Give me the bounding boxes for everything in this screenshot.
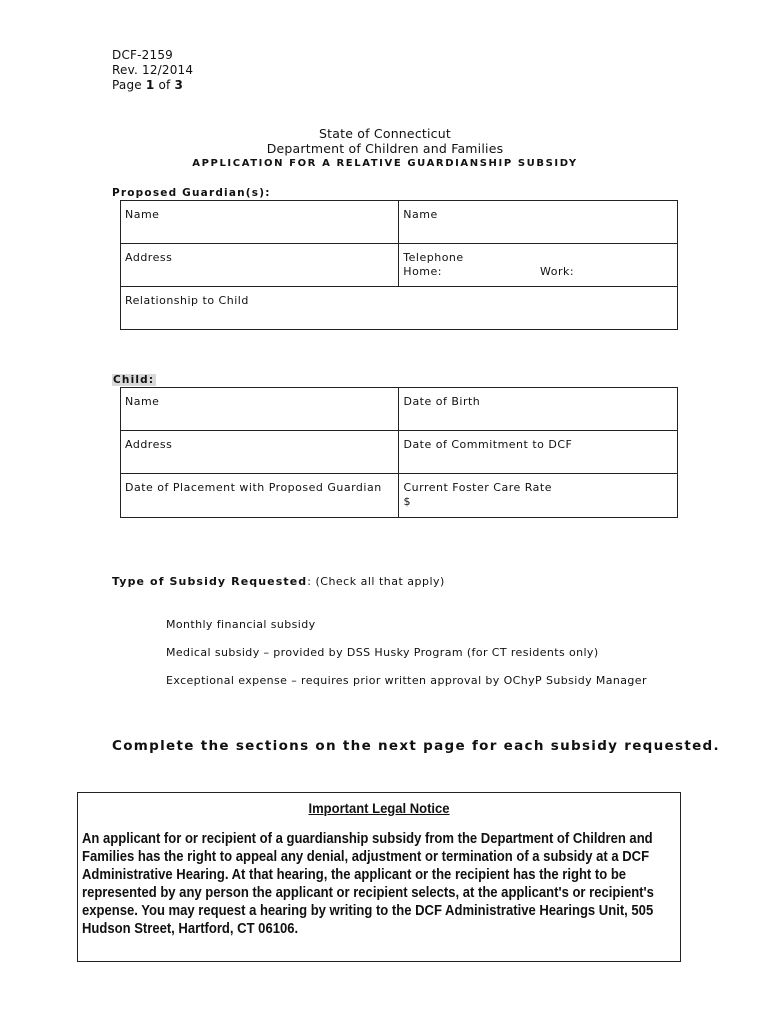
form-title: APPLICATION FOR A RELATIVE GUARDIANSHIP SUBSIDY (192, 158, 578, 169)
placement-date-label: Date of Placement with Proposed Guardian (125, 481, 382, 494)
guardian-name-field-2[interactable] (399, 201, 678, 244)
subsidy-option-monthly[interactable]: Monthly financial subsidy (166, 618, 316, 631)
child-name-label: Name (125, 395, 160, 408)
legal-notice-line: expense. You may request a hearing by writing to the DCF Administrative Hearings Unit, 505 (82, 903, 654, 919)
subsidy-option-exceptional[interactable]: Exceptional expense – requires prior written approval by OChyP Subsidy Manager (166, 674, 647, 687)
child-address-field[interactable] (121, 431, 399, 474)
child-dob-label: Date of Birth (403, 395, 481, 408)
commitment-date-field[interactable] (399, 431, 678, 474)
department-title: Department of Children and Families (266, 141, 504, 156)
subsidy-option-medical[interactable]: Medical subsidy – provided by DSS Husky Program (for CT residents only) (166, 646, 599, 659)
state-title: State of Connecticut (319, 126, 451, 141)
child-dob-field[interactable] (399, 388, 678, 431)
legal-notice-title: Important Legal Notice (308, 800, 450, 816)
commitment-date-label: Date of Commitment to DCF (403, 438, 573, 451)
form-number: DCF-2159 (112, 48, 173, 62)
legal-notice-line: An applicant for or recipient of a guardianship subsidy from the Department of Children and (82, 831, 653, 847)
legal-notice-box (77, 792, 681, 962)
guardian-address-label: Address (125, 251, 173, 264)
legal-notice-line: represented by any person the applicant or recipient selects, at the applicant's or recipient's (82, 885, 654, 901)
guardian-name-field-1[interactable] (121, 201, 399, 244)
complete-sections-note: Complete the sections on the next page for each subsidy requested. (112, 738, 720, 754)
home-phone-label: Home: (403, 265, 442, 278)
guardian-table (120, 200, 678, 330)
legal-notice-line: Hudson Street, Hartford, CT 06106. (82, 921, 299, 937)
child-section-label (112, 374, 156, 386)
foster-rate-field[interactable] (399, 474, 678, 518)
subsidy-type-instruction: : (Check all that apply) (307, 575, 445, 588)
page-of: of (154, 78, 175, 92)
page-current: 1 (145, 78, 155, 92)
child-label-text: Child: (113, 374, 155, 386)
guardian-name-label-2: Name (403, 208, 438, 221)
placement-date-field[interactable] (121, 474, 399, 518)
subsidy-type-label: Type of Subsidy Requested (112, 575, 308, 588)
child-address-label: Address (125, 438, 173, 451)
page-prefix: Page (112, 78, 146, 92)
child-table (120, 387, 678, 518)
guardian-name-label-1: Name (125, 208, 160, 221)
dollar-sign: $ (403, 495, 411, 508)
relationship-field[interactable] (121, 287, 678, 330)
legal-notice-body (82, 830, 654, 938)
page-indicator (112, 78, 183, 93)
subsidy-type-line (112, 575, 445, 588)
telephone-label: Telephone (403, 251, 464, 264)
relationship-label: Relationship to Child (125, 294, 249, 307)
guardian-address-field[interactable] (121, 244, 399, 287)
work-phone-label: Work: (540, 265, 575, 278)
guardian-telephone-field[interactable] (399, 244, 678, 287)
legal-notice-line: Families has the right to appeal any denial, adjustment or termination of a subsidy at a DCF (82, 849, 650, 865)
revision-date: Rev. 12/2014 (112, 63, 194, 77)
guardian-section-label: Proposed Guardian(s): (112, 187, 271, 199)
foster-rate-label: Current Foster Care Rate (403, 481, 552, 494)
child-name-field[interactable] (121, 388, 399, 431)
page-total: 3 (174, 78, 183, 92)
legal-notice-line: Administrative Hearing. At that hearing, the applicant or the recipient has the right to be (82, 867, 627, 883)
